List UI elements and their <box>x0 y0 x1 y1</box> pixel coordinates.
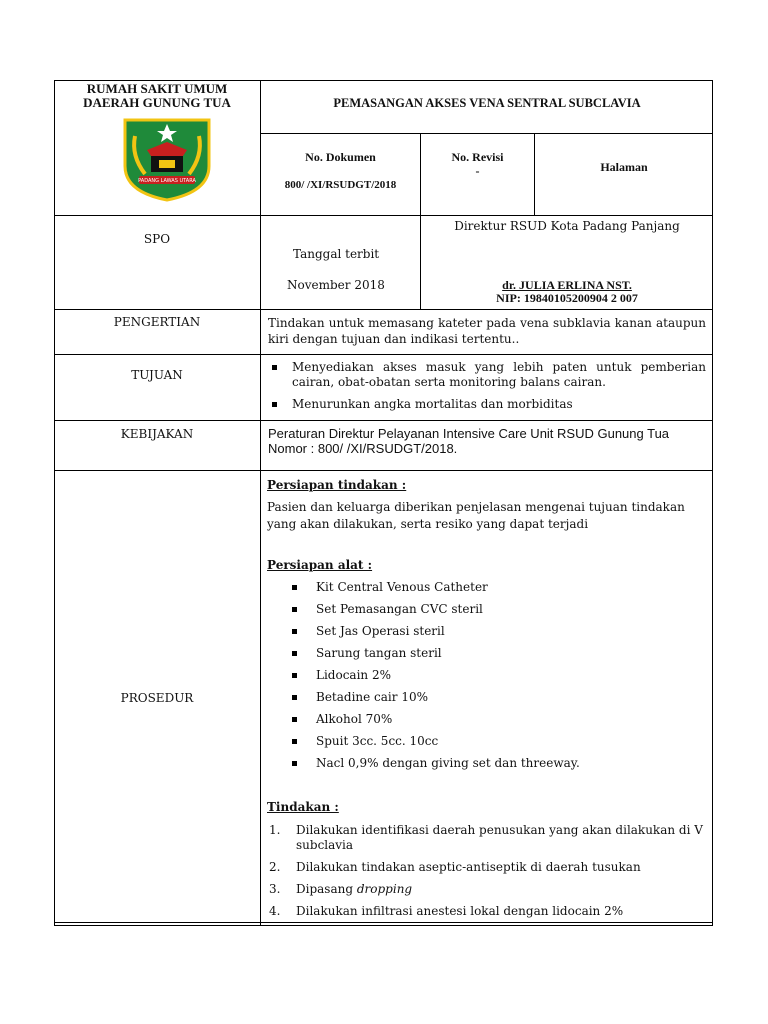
tindakan-heading: Tindakan : <box>267 800 339 814</box>
row-divider <box>54 420 713 421</box>
bullet-icon <box>292 607 297 612</box>
bullet-icon <box>292 761 297 766</box>
list-item: Menyediakan akses masuk yang lebih paten untuk pemberian cairan, obat-obatan serta monitoring balans cairan. <box>268 360 706 390</box>
bullet-icon <box>292 695 297 700</box>
bullet-icon <box>292 585 297 590</box>
list-item: Nacl 0,9% dengan giving set dan threeway. <box>267 756 707 778</box>
list-item: Lidocain 2% <box>267 668 707 690</box>
hospital-logo <box>121 116 213 202</box>
kebijakan-label: KEBIJAKAN <box>120 427 194 441</box>
tindakan-list <box>267 823 707 919</box>
alat-list <box>267 580 707 778</box>
pengertian-label: PENGERTIAN <box>113 315 201 329</box>
halaman-label: Halaman <box>600 160 648 174</box>
direktur-name: dr. JULIA ERLINA NST. <box>502 278 632 292</box>
row-divider <box>54 922 713 923</box>
list-item: 4. Dilakukan infiltrasi anestesi lokal dengan lidocain 2% <box>269 904 624 918</box>
kebijakan-text: Peraturan Direktur Pelayanan Intensive Care Unit RSUD Gunung Tua Nomor : 800/ /XI/RSUDGT/2018. <box>268 426 670 456</box>
direktur-nip: NIP: 19840105200904 2 007 <box>496 291 638 305</box>
list-item: Betadine cair 10% <box>267 690 707 712</box>
bullet-icon <box>292 717 297 722</box>
list-item: 2. Dilakukan tindakan aseptic-antiseptik di daerah tusukan <box>269 860 641 874</box>
bullet-icon <box>292 651 297 656</box>
tujuan-list <box>268 360 706 412</box>
list-item: Kit Central Venous Catheter <box>267 580 707 602</box>
bullet-icon <box>292 629 297 634</box>
no-revisi-label: No. Revisi <box>451 150 504 164</box>
bullet-icon <box>292 739 297 744</box>
spo-label: SPO <box>143 232 171 246</box>
hospital-name: RUMAH SAKIT UMUM DAERAH GUNUNG TUA <box>83 81 231 110</box>
no-revisi-value: - <box>475 164 480 178</box>
row-divider <box>54 470 713 471</box>
persiapan-alat-heading: Persiapan alat : <box>267 558 373 572</box>
svg-text:PADANG LAWAS UTARA: PADANG LAWAS UTARA <box>138 178 196 184</box>
list-item: Set Pemasangan CVC steril <box>267 602 707 624</box>
tujuan-label: TUJUAN <box>131 368 183 382</box>
list-item: Menurunkan angka mortalitas dan morbiditas <box>268 397 706 412</box>
prosedur-label: PROSEDUR <box>120 691 194 705</box>
column-divider <box>260 80 261 926</box>
list-item: 1. Dilakukan identifikasi daerah penusukan yang akan dilakukan di V subclavia <box>269 823 703 852</box>
bullet-icon <box>272 365 277 370</box>
list-item: 3. Dipasang dropping <box>269 882 413 896</box>
no-dokumen-label: No. Dokumen <box>305 150 376 164</box>
persiapan-tindakan-heading: Persiapan tindakan : <box>267 478 407 492</box>
persiapan-tindakan-text: Pasien dan keluarga diberikan penjelasan mengenai tujuan tindakan yang akan dilakukan, serta resiko yang dapat terjadi <box>267 500 685 531</box>
list-item: Sarung tangan steril <box>267 646 707 668</box>
row-divider <box>54 215 713 216</box>
list-item: Alkohol 70% <box>267 712 707 734</box>
row-divider <box>260 133 713 134</box>
row-divider <box>54 354 713 355</box>
pengertian-text: Tindakan untuk memasang kateter pada vena subklavia kanan ataupun kiri dengan tujuan dan indikasi tertentu.. <box>268 316 706 346</box>
bullet-icon <box>272 402 277 407</box>
no-dokumen-value: 800/ /XI/RSUDGT/2018 <box>284 179 397 191</box>
tanggal-terbit-label: Tanggal terbit <box>293 247 380 261</box>
list-item: Set Jas Operasi steril <box>267 624 707 646</box>
tanggal-terbit-value: November 2018 <box>287 278 385 292</box>
row-divider <box>54 309 713 310</box>
bullet-icon <box>292 673 297 678</box>
direktur-label: Direktur RSUD Kota Padang Panjang <box>454 219 680 233</box>
document-title: PEMASANGAN AKSES VENA SENTRAL SUBCLAVIA <box>333 96 641 110</box>
list-item: Spuit 3cc. 5cc. 10cc <box>267 734 707 756</box>
